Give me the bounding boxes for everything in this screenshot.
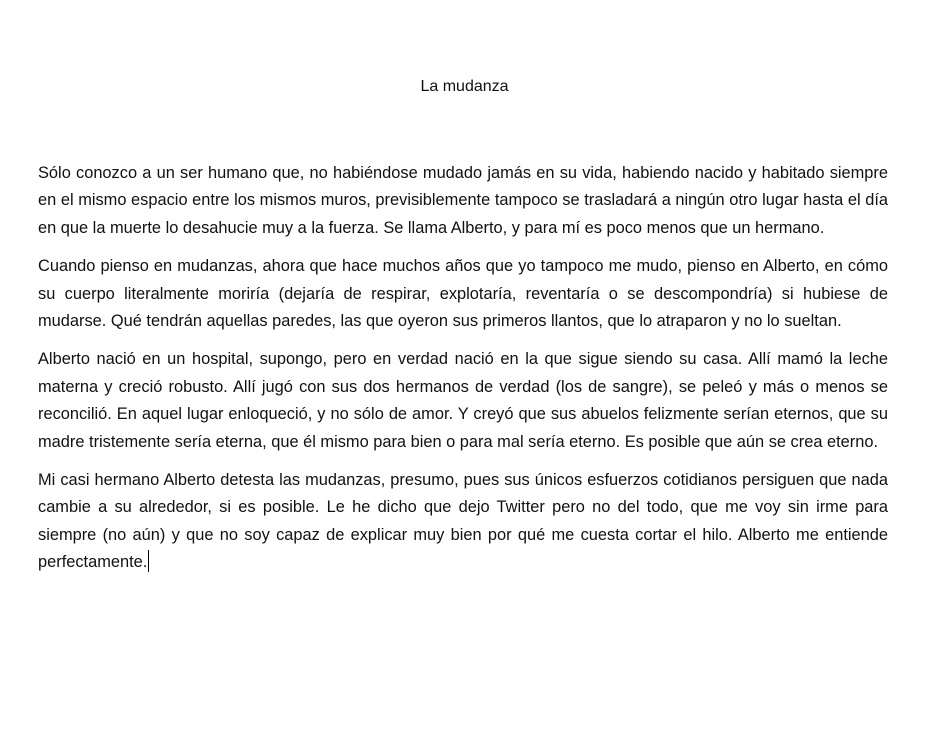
paragraph-3[interactable]: Alberto nació en un hospital, supongo, pero en verdad nació en la que sigue siendo su casa. Allí mamó la leche materna y creció robusto. Allí jugó con sus dos hermanos de verdad (los de sangre), se peleó y más o menos se reconcilió. En aquel lugar enloqueció, y no sólo de amor. Y creyó que sus abuelos felizmente serían eternos, que su madre tristemente sería eterna, que él mismo para bien o para mal sería eterno. Es posible que aún se crea eterno. bbox=[38, 350, 888, 451]
paragraph-1[interactable]: Sólo conozco a un ser humano que, no habiéndose mudado jamás en su vida, habiendo nacido y habitado siempre en el mismo espacio entre los mismos muros, previsiblemente tampoco se trasladará a ningún otro lugar hasta el día en que la muerte lo desahucie muy a la fuerza. Se llama Alberto, y para mí es poco menos que un hermano. bbox=[38, 164, 888, 237]
document-body[interactable] bbox=[38, 160, 888, 588]
document-title[interactable]: La mudanza bbox=[420, 78, 509, 95]
paragraph-4[interactable] bbox=[38, 467, 888, 577]
paragraph-2[interactable]: Cuando pienso en mudanzas, ahora que hace muchos años que yo tampoco me mudo, pienso en Alberto, en cómo su cuerpo literalmente moriría (dejaría de respirar, explotaría, reventaría o se descompondría) si hubiese de mudarse. Qué tendrán aquellas paredes, las que oyeron sus primeros llantos, que lo atraparon y no lo sueltan. bbox=[38, 257, 888, 331]
text-cursor bbox=[148, 550, 149, 572]
paragraph-4-text[interactable]: Mi casi hermano Alberto detesta las mudanzas, presumo, pues sus únicos esfuerzos cotidianos persiguen que nada cambie a su alrededor, si es posible. Le he dicho que dejo Twitter pero no del todo, que me voy sin irme para siempre (no aún) y que no soy capaz de explicar muy bien por qué me cuesta cortar el hilo. Alberto me entiende perfectamente. bbox=[38, 471, 888, 572]
